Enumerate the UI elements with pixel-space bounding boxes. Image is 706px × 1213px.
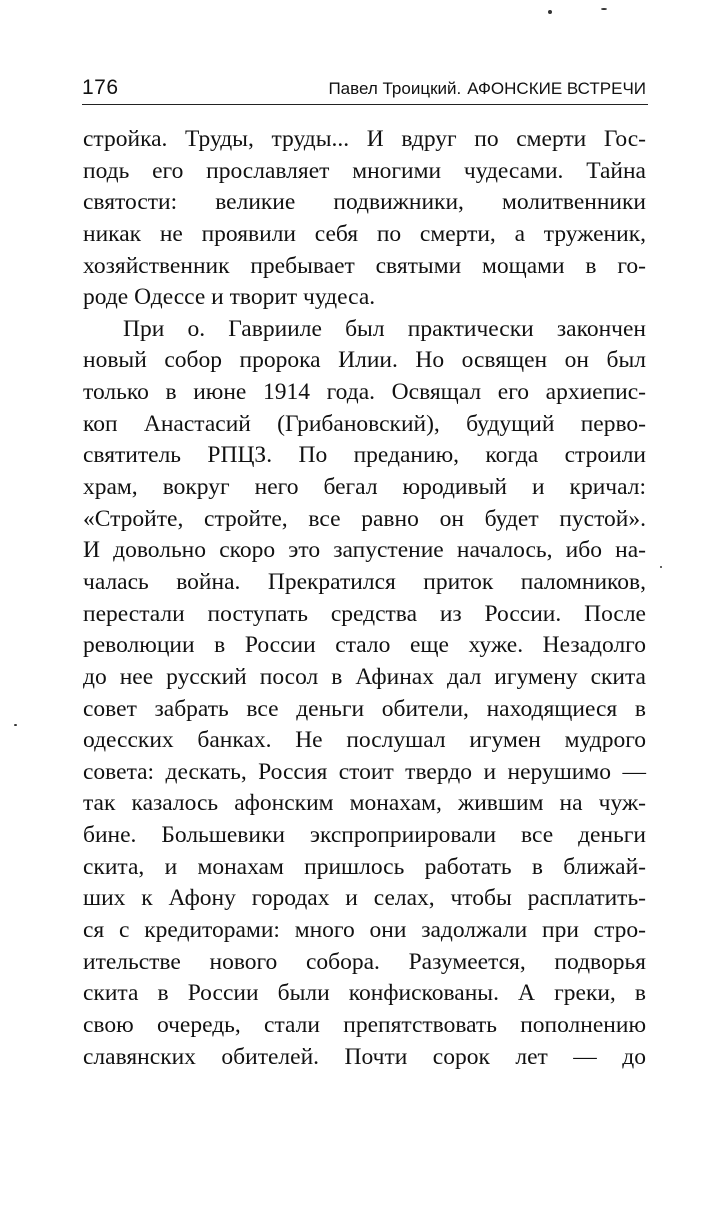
text-line: бине. Большевики экспроприировали все деньги	[83, 822, 646, 849]
scan-speck	[601, 8, 607, 10]
text-line: до нее русский посол в Афинах дал игумену скита	[83, 663, 646, 690]
text-line: храм, вокруг него бегал юродивый и кричал:	[83, 474, 646, 501]
text-line: роде Одессе и творит чудеса.	[83, 284, 376, 311]
text-line: ся с кредиторами: много они задолжали при стро-	[83, 917, 646, 944]
running-title	[328, 78, 646, 100]
text-line: перестали поступать средства из России. После	[83, 600, 646, 627]
text-line: одесских банках. Не послушал игумен мудрого	[83, 727, 646, 754]
text-line: хозяйственник пребывает святыми мощами в го-	[83, 252, 646, 279]
text-line: только в июне 1914 года. Освящал его архиепис-	[83, 379, 646, 406]
scan-speck	[14, 724, 17, 726]
text-line: подь его прославляет многими чудесами. Тайна	[83, 157, 646, 184]
scan-speck	[548, 10, 552, 14]
text-line: свою очередь, стали препятствовать пополнению	[83, 1011, 646, 1038]
text-line: славянских обителей. Почти сорок лет — до	[83, 1043, 646, 1070]
paragraph-first-line: При о. Гаврииле был практически закончен	[123, 315, 646, 342]
text-line: скита, и монахам пришлось работать в ближай-	[83, 853, 646, 880]
text-line: скита в России были конфискованы. А греки, в	[83, 980, 646, 1007]
text-line: ших к Афону городах и селах, чтобы расплатить-	[83, 885, 646, 912]
scan-speck	[660, 566, 662, 568]
running-head	[82, 74, 646, 104]
text-line: ительстве нового собора. Разумеется, подворья	[83, 948, 646, 975]
text-line: «Стройте, стройте, все равно он будет пустой».	[83, 505, 646, 532]
header-rule	[82, 104, 648, 105]
text-line: революции в России стало еще хуже. Незадолго	[83, 632, 646, 659]
author-name: Павел Троицкий.	[328, 79, 462, 98]
text-line: стройка. Труды, труды... И вдруг по смерти Гос-	[83, 126, 646, 152]
text-line: И довольно скоро это запустение началось, ибо на-	[83, 537, 646, 564]
text-line: чалась война. Прекратился приток паломников,	[83, 568, 646, 595]
text-line: новый собор пророка Илии. Но освящен он был	[83, 347, 646, 374]
text-line: святости: великие подвижники, молитвенники	[83, 189, 646, 216]
text-line: так казалось афонским монахам, жившим на чуж-	[83, 790, 646, 817]
text-line: совета: дескать, Россия стоит твердо и нерушимо —	[83, 758, 646, 785]
text-line: коп Анастасий (Грибановский), будущий перво-	[83, 410, 646, 437]
body-text	[83, 124, 646, 1073]
text-line: совет забрать все деньги обители, находящиеся в	[83, 695, 646, 722]
text-line: никак не проявили себя по смерти, а труженик,	[83, 220, 646, 247]
page-number: 176	[82, 76, 119, 99]
book-title: АФОНСКИЕ ВСТРЕЧИ	[467, 79, 646, 98]
text-line: святитель РПЦЗ. По преданию, когда строили	[83, 442, 646, 469]
